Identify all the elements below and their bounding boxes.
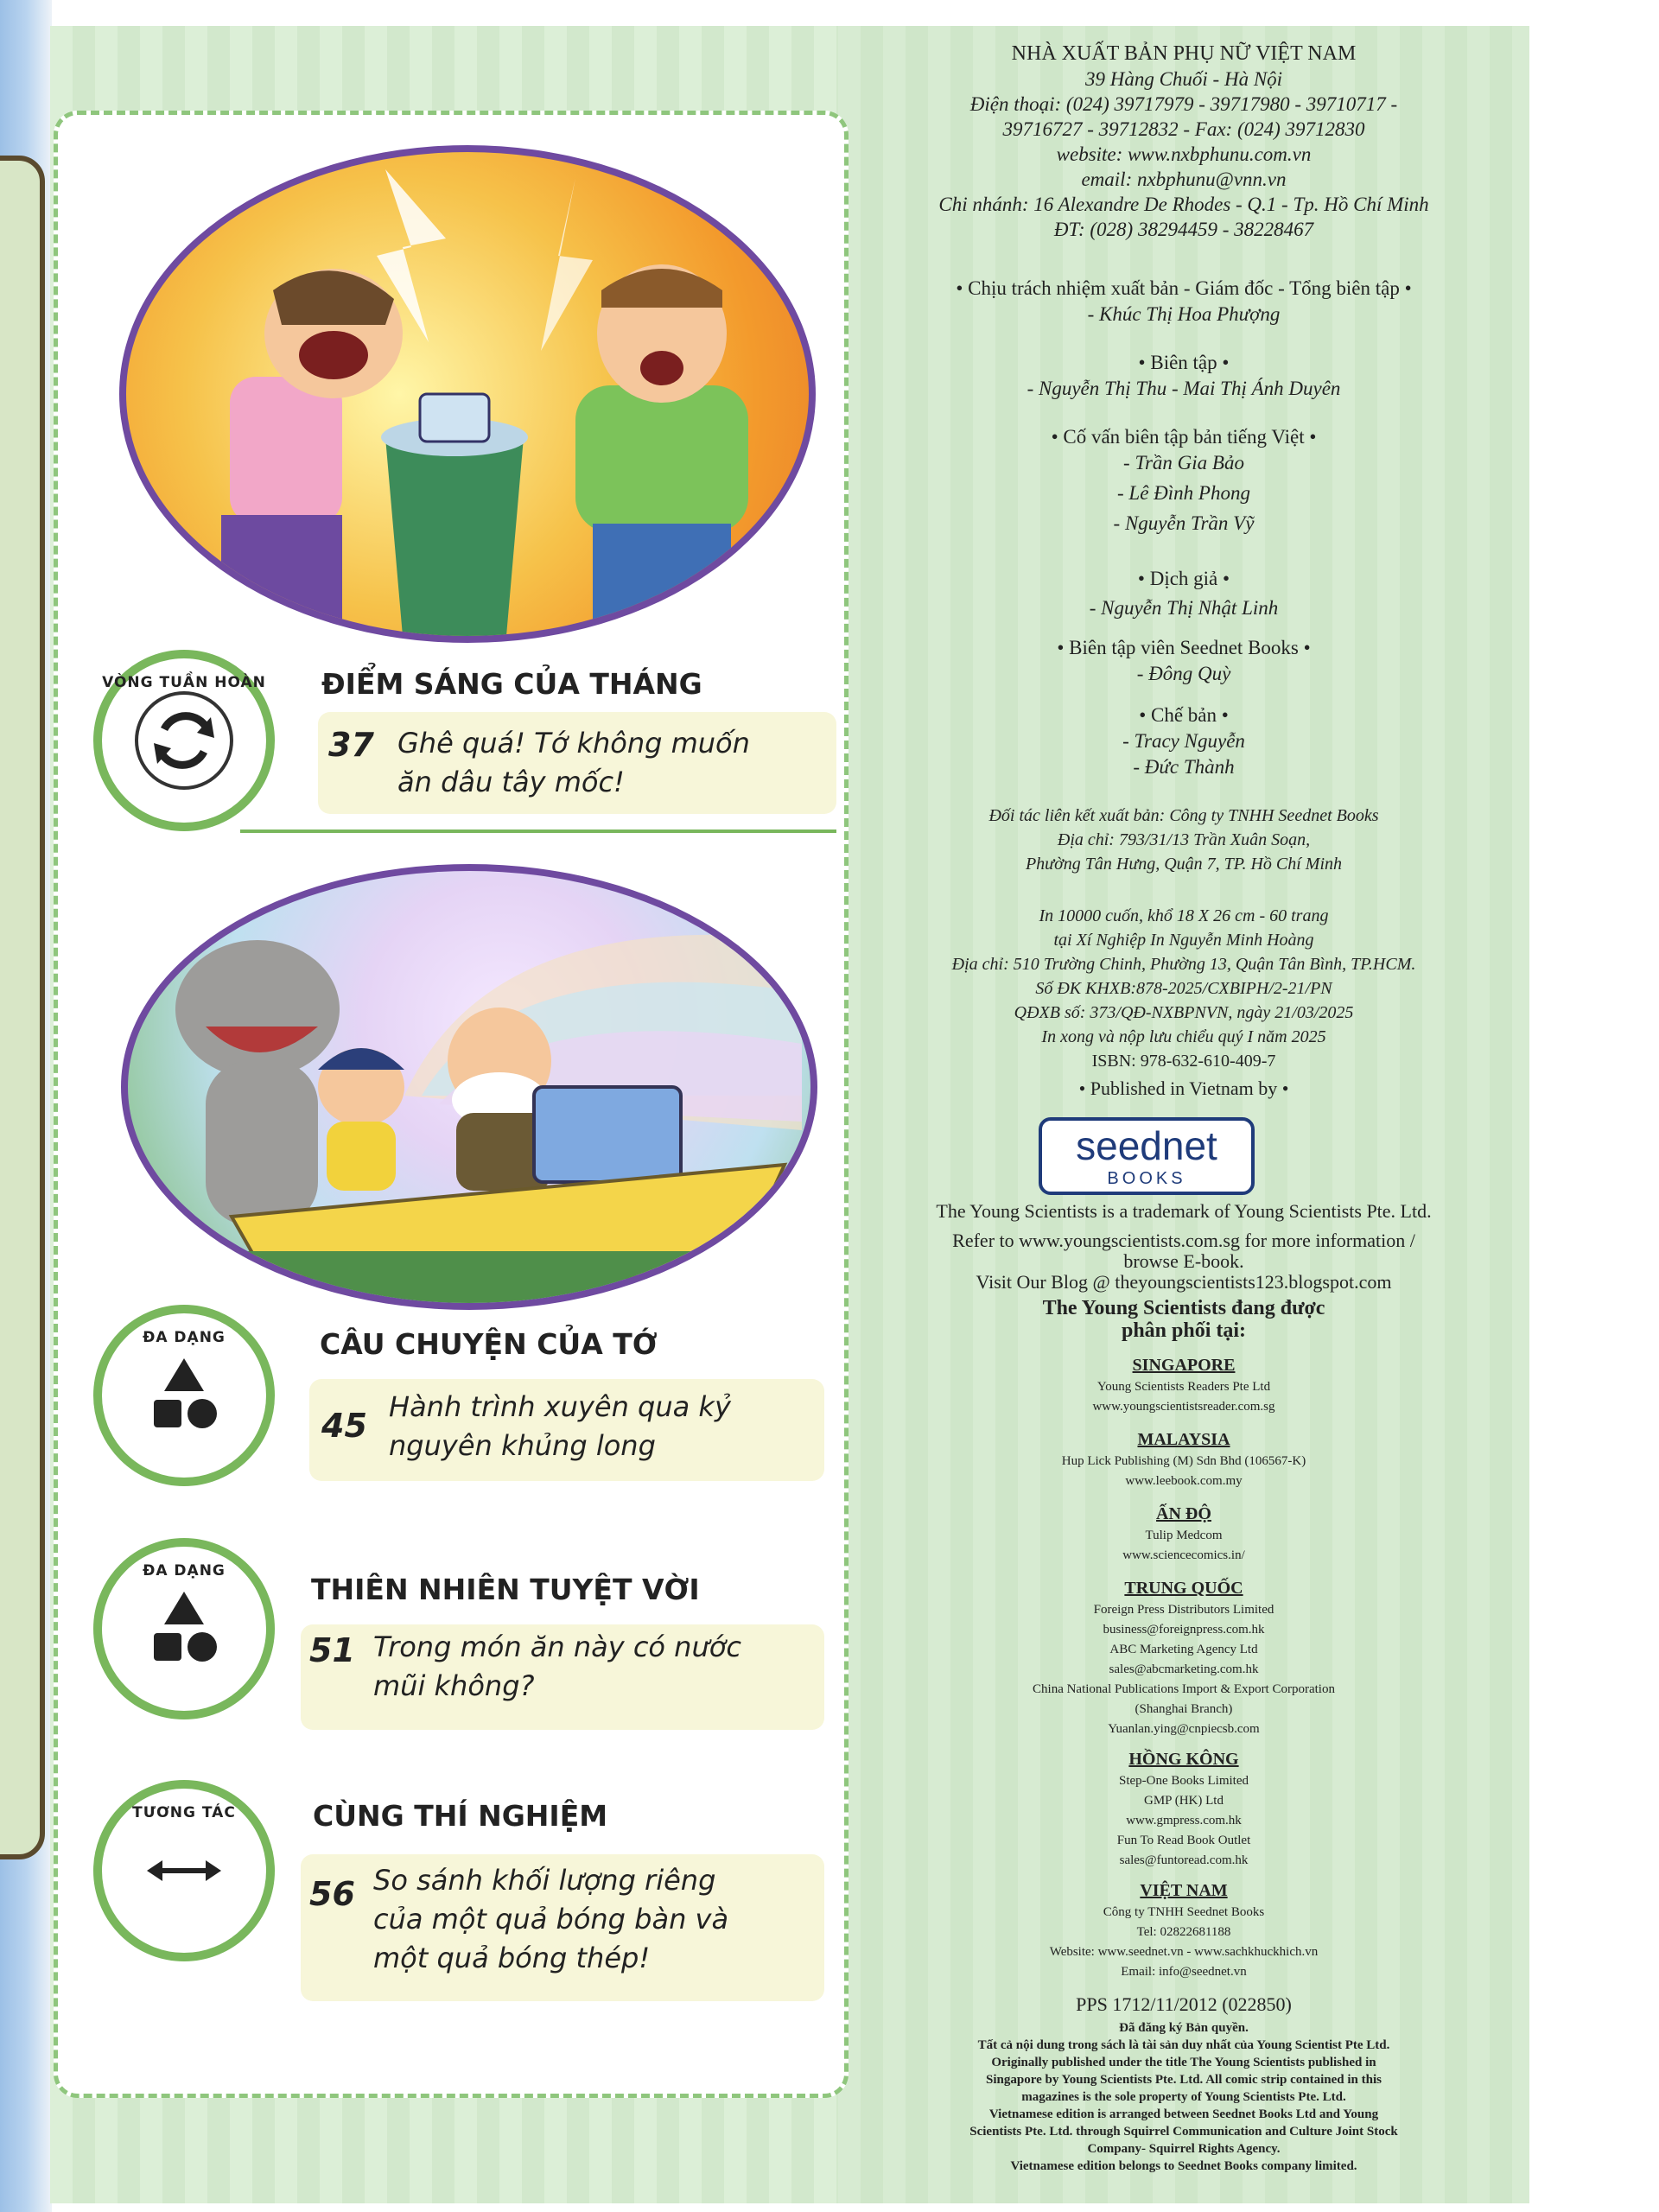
distributor: Yuanlan.ying@cnpiecsb.com	[1108, 1722, 1260, 1736]
distributor: Tel: 02822681188	[1136, 1925, 1231, 1939]
badge-cycle	[93, 650, 275, 831]
badge-label: TƯƠNG TÁC	[132, 1804, 236, 1821]
advisor-name: - Lê Đình Phong	[1117, 482, 1250, 504]
publisher-email: email: nxbphunu@vnn.vn	[1081, 168, 1287, 190]
print-info: In xong và nộp lưu chiểu quý I năm 2025	[1041, 1027, 1326, 1046]
copyright: Scientists Pte. Ltd. through Squirrel Communication and Culture Joint Stock	[969, 2125, 1398, 2139]
partner-address: Phường Tân Hưng, Quận 7, TP. Hồ Chí Minh	[1025, 855, 1343, 874]
publisher-website: website: www.nxbphunu.com.vn	[1056, 143, 1312, 165]
layout-title: • Chế bản •	[1139, 704, 1229, 726]
contents-section-4	[93, 1771, 836, 2048]
section-summary	[373, 1628, 741, 1706]
pps-number: PPS 1712/11/2012 (022850)	[1076, 1993, 1292, 2015]
section-summary	[373, 1861, 728, 1978]
distributor: Tulip Medcom	[1145, 1529, 1223, 1542]
copyright: magazines is the sole property of Young Scientists Pte. Ltd.	[1021, 2090, 1346, 2104]
badge-label: VÒNG TUẦN HOÀN	[102, 674, 266, 691]
refer: Refer to www.youngscientists.com.sg for more information /	[952, 1230, 1415, 1251]
isbn: ISBN: 978-632-610-409-7	[1091, 1052, 1276, 1071]
section-title: THIÊN NHIÊN TUYỆT VỜI	[311, 1573, 700, 1606]
refer: browse E-book.	[1123, 1250, 1244, 1272]
summary-line: nguyên khủng long	[389, 1429, 656, 1462]
copyright: Tất cả nội dung trong sách là tài sản duy nhất của Young Scientist Pte Ltd.	[977, 2038, 1390, 2052]
summary-line: ăn dâu tây mốc!	[397, 766, 625, 798]
distributor: www.leebook.com.my	[1125, 1474, 1243, 1488]
summary-line: một quả bóng thép!	[373, 1942, 651, 1974]
contents-section-3	[93, 1538, 836, 1745]
section-summary	[397, 724, 750, 802]
summary-line: So sánh khối lượng riêng	[373, 1864, 716, 1897]
badge-diversity	[93, 1305, 275, 1486]
copyright: Singapore by Young Scientists Pte. Ltd. All comic strip contained in this	[986, 2073, 1382, 2087]
distributor: Email: info@seednet.vn	[1121, 1965, 1247, 1979]
illustration-2-art	[128, 871, 810, 1303]
publisher-address: 39 Hàng Chuối - Hà Nội	[1084, 68, 1283, 90]
distribution-title: The Young Scientists đang được	[1042, 1297, 1325, 1319]
copyright: Company- Squirrel Rights Agency.	[1087, 2142, 1281, 2156]
distributor: sales@funtoread.com.hk	[1119, 1853, 1249, 1867]
copyright: Vietnamese edition belongs to Seednet Books company limited.	[1010, 2159, 1357, 2173]
page-number: 56	[309, 1875, 355, 1913]
layout-name: - Đức Thành	[1133, 756, 1235, 778]
double-arrow-icon	[135, 1821, 233, 1920]
summary-line: mũi không?	[373, 1669, 535, 1702]
distributor: www.sciencecomics.in/	[1122, 1548, 1245, 1562]
section-title: CÙNG THÍ NGHIỆM	[313, 1799, 608, 1833]
page-number: 51	[309, 1631, 355, 1669]
region-china: TRUNG QUỐC	[1124, 1579, 1243, 1598]
badge-label: ĐA DẠNG	[143, 1329, 226, 1346]
contents-section-2	[93, 1305, 836, 1512]
print-info: In 10000 cuốn, khổ 18 X 26 cm - 60 trang	[1039, 906, 1329, 925]
distributor: www.gmpress.com.hk	[1126, 1814, 1242, 1827]
distributor: www.youngscientistsreader.com.sg	[1092, 1400, 1275, 1414]
advisor-title: • Cố vấn biên tập bản tiếng Việt •	[1051, 426, 1317, 448]
advisor-name: - Trần Gia Bảo	[1123, 452, 1244, 474]
distributor: Foreign Press Distributors Limited	[1093, 1603, 1274, 1617]
trademark: The Young Scientists is a trademark of Young Scientists Pte. Ltd.	[936, 1200, 1432, 1222]
distributor: Young Scientists Readers Pte Ltd	[1096, 1380, 1271, 1394]
distributor: ABC Marketing Agency Ltd	[1109, 1643, 1258, 1656]
seednet-editor-name: - Đông Quỳ	[1136, 663, 1231, 684]
editor-title: • Biên tập •	[1138, 352, 1230, 373]
copyright: Vietnamese edition is arranged between Seednet Books Ltd and Young	[988, 2107, 1379, 2121]
adjacent-page-edge	[0, 0, 52, 2212]
region-singapore: SINGAPORE	[1132, 1356, 1236, 1375]
print-info: Số ĐK KHXB:878-2025/CXBIPH/2-21/PN	[1035, 979, 1332, 998]
summary-line: Trong món ăn này có nước	[373, 1630, 741, 1663]
region-hongkong: HỒNG KÔNG	[1128, 1750, 1239, 1769]
illustration-dinosaur-time-travel	[121, 864, 817, 1310]
illustration-1-art	[126, 152, 809, 636]
adjacent-page-frame	[0, 156, 45, 1859]
partner: Đối tác liên kết xuất bản: Công ty TNHH Seednet Books	[988, 806, 1379, 825]
responsibility-name: - Khúc Thị Hoa Phượng	[1087, 303, 1281, 325]
seednet-editor-title: • Biên tập viên Seednet Books •	[1057, 637, 1311, 658]
copyright: Originally published under the title The Young Scientists published in	[991, 2056, 1376, 2069]
section-title: CÂU CHUYỆN CỦA TỚ	[320, 1327, 658, 1361]
editor-name: - Nguyễn Thị Thu - Mai Thị Ánh Duyên	[1027, 378, 1341, 399]
cycle-arrows-icon	[135, 691, 233, 790]
distributor: Công ty TNHH Seednet Books	[1103, 1905, 1265, 1919]
advisor-name: - Nguyễn Trần Vỹ	[1113, 512, 1255, 534]
summary-line: của một quả bóng bàn và	[373, 1903, 729, 1936]
section-summary	[389, 1388, 731, 1465]
distributor: Fun To Read Book Outlet	[1116, 1834, 1251, 1847]
seednet-logo	[1039, 1117, 1255, 1195]
layout-name: - Tracy Nguyễn	[1122, 730, 1245, 752]
page-number: 37	[328, 726, 374, 764]
region-malaysia: MALAYSIA	[1137, 1430, 1230, 1449]
translator-name: - Nguyễn Thị Nhật Linh	[1089, 597, 1279, 619]
shapes-icon	[135, 1346, 233, 1445]
partner-address: Địa chỉ: 793/31/13 Trần Xuân Soạn,	[1057, 830, 1311, 849]
page-number: 45	[321, 1407, 367, 1445]
distributor: GMP (HK) Ltd	[1144, 1794, 1224, 1808]
distribution-title: phân phối tại:	[1121, 1319, 1247, 1342]
distributor: sales@abcmarketing.com.hk	[1109, 1662, 1259, 1676]
distributor: business@foreignpress.com.hk	[1103, 1623, 1265, 1637]
section-divider	[240, 830, 836, 833]
print-info: QĐXB số: 373/QĐ-NXBPNVN, ngày 21/03/2025	[1014, 1003, 1354, 1022]
print-info: Địa chỉ: 510 Trường Chinh, Phường 13, Quận Tân Bình, TP.HCM.	[951, 955, 1416, 974]
distributor: Step-One Books Limited	[1119, 1774, 1249, 1788]
branch-phone: ĐT: (028) 38294459 - 38228467	[1053, 219, 1314, 240]
summary-line: Hành trình xuyên qua kỷ	[389, 1390, 731, 1423]
publisher-phone-fax: 39716727 - 39712832 - Fax: (024) 39712830	[1002, 118, 1365, 140]
logo-text: seednet	[1076, 1123, 1217, 1168]
logo-subtext: BOOKS	[1107, 1169, 1186, 1188]
distributor: Website: www.seednet.vn - www.sachkhuckhich.vn	[1049, 1945, 1319, 1959]
badge-diversity	[93, 1538, 275, 1719]
region-vietnam: VIỆT NAM	[1140, 1881, 1228, 1900]
distributor: China National Publications Import & Export Corporation	[1033, 1682, 1335, 1696]
summary-line: Ghê quá! Tớ không muốn	[397, 727, 750, 760]
copyright: Đã đăng ký Bản quyền.	[1119, 2021, 1249, 2035]
badge-interaction	[93, 1780, 275, 1961]
translator-title: • Dịch giả •	[1137, 568, 1230, 589]
region-india: ẤN ĐỘ	[1156, 1504, 1211, 1523]
publisher-name: NHÀ XUẤT BẢN PHỤ NỮ VIỆT NAM	[1011, 42, 1357, 65]
distributor: (Shanghai Branch)	[1135, 1702, 1233, 1716]
responsibility-title: • Chịu trách nhiệm xuất bản - Giám đốc - Tổng biên tập •	[956, 277, 1412, 299]
publisher-phone: Điện thoại: (024) 39717979 - 39717980 - 39710717 -	[969, 93, 1398, 115]
section-title: ĐIỂM SÁNG CỦA THÁNG	[321, 667, 702, 701]
blog: Visit Our Blog @ theyoungscientists123.blogspot.com	[976, 1271, 1392, 1293]
published-in: • Published in Vietnam by •	[1078, 1077, 1289, 1099]
illustration-angry-girl	[119, 145, 816, 643]
print-info: tại Xí Nghiệp In Nguyễn Minh Hoàng	[1053, 931, 1314, 950]
distributor: Hup Lick Publishing (M) Sdn Bhd (106567-K)	[1061, 1454, 1306, 1468]
contents-section-1	[93, 641, 836, 849]
shapes-icon	[135, 1580, 233, 1678]
publisher-branch: Chi nhánh: 16 Alexandre De Rhodes - Q.1 - Tp. Hồ Chí Minh	[938, 194, 1429, 215]
badge-label: ĐA DẠNG	[143, 1562, 226, 1580]
